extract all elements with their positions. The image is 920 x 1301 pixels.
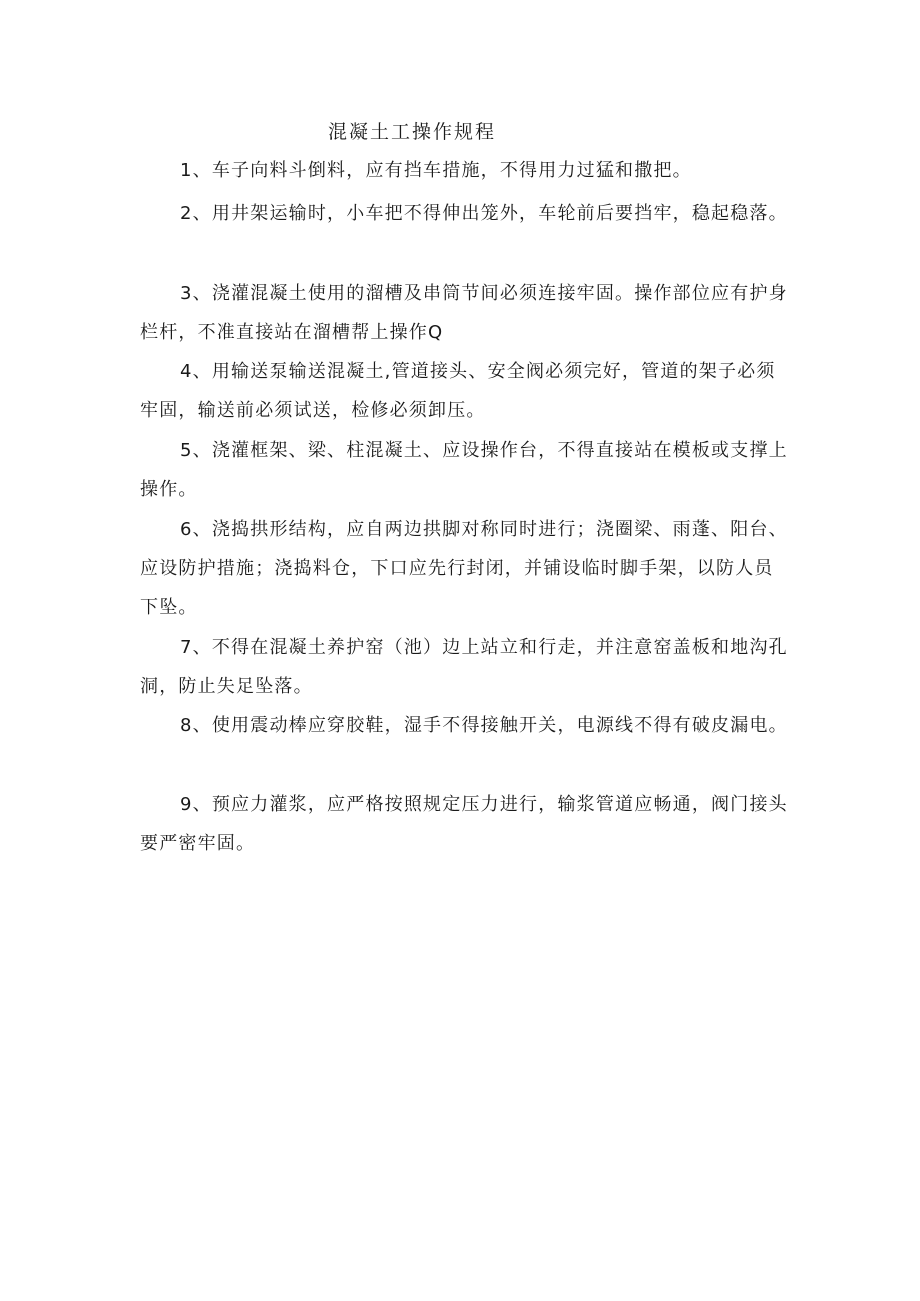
rule-paragraph-8: 8、使用震动棒应穿胶鞋，湿手不得接触开关，电源线不得有破皮漏电。 <box>180 715 788 736</box>
rule-paragraph-5: 5、浇灌框架、梁、柱混凝土、应设操作台，不得直接站在模板或支撑上操作。 <box>140 440 788 500</box>
rule-paragraph-4: 4、用输送泵输送混凝土,管道接头、安全阀必须完好，管道的架子必须牢固，输送前必须试送，检修必须卸压。 <box>140 361 776 421</box>
rule-paragraph-1: 1、车子向料斗倒料，应有挡车措施，不得用力过猛和撒把。 <box>180 160 692 181</box>
rule-paragraph-2: 2、用井架运输时，小车把不得伸出笼外，车轮前后要挡牢，稳起稳落。 <box>180 203 788 224</box>
page-title: 混凝土工操作规程 <box>328 121 497 143</box>
rule-paragraph-9: 9、预应力灌浆，应严格按照规定压力进行，输浆管道应畅通，阀门接头要严密牢固。 <box>140 794 788 854</box>
rule-paragraph-3: 3、浇灌混凝土使用的溜槽及串筒节间必须连接牢固。操作部位应有护身栏杆，不准直接站在溜槽帮上操作Q <box>140 283 788 343</box>
rule-paragraph-7: 7、不得在混凝土养护窑（池）边上站立和行走，并注意窑盖板和地沟孔洞，防止失足坠落。 <box>140 637 788 697</box>
rule-paragraph-6: 6、浇捣拱形结构，应自两边拱脚对称同时进行；浇圈梁、雨蓬、阳台、应设防护措施；浇捣料仓，下口应先行封闭，并铺设临时脚手架，以防人员下坠。 <box>140 519 788 618</box>
